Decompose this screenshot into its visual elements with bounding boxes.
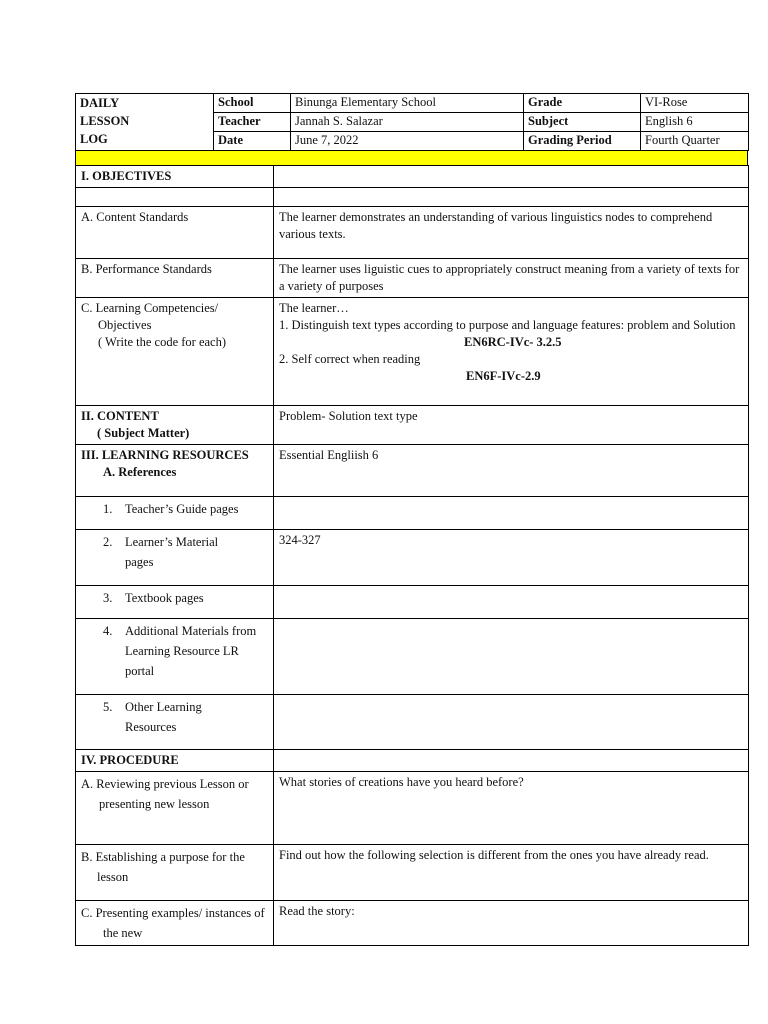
procedure-c-label [76, 901, 274, 946]
competencies-intro: The learner… [279, 301, 349, 315]
teacher-value: Jannah S. Salazar [291, 113, 524, 132]
learning-resources-heading-text: III. LEARNING RESOURCES [81, 448, 249, 462]
learning-competencies-label [76, 298, 274, 406]
resource-item-5-value [274, 695, 749, 750]
resource-item-5-label: Other Learning Resources [125, 700, 202, 734]
subject-value: English 6 [641, 113, 749, 132]
lesson-body-table [75, 165, 749, 946]
resource-item-3-num: 3. [103, 591, 113, 605]
procedure-a-value: What stories of creations have you heard before? [274, 772, 749, 845]
resource-item-3-label: Textbook pages [125, 591, 204, 605]
performance-standards-value: The learner uses liguistic cues to appropriately construct meaning from a variety of texts for a variety of purposes [274, 259, 749, 298]
log-title-line-3: LOG [80, 132, 108, 146]
resource-item-2 [76, 530, 274, 586]
competency-1: 1. Distinguish text types according to purpose and language features: problem and Solution [279, 318, 736, 332]
procedure-b-value: Find out how the following selection is different from the ones you have already read. [274, 845, 749, 901]
resource-item-3 [76, 586, 274, 619]
lesson-header-table [75, 93, 749, 151]
procedure-c-label-text: C. Presenting examples/ instances of the new [81, 906, 265, 940]
log-title-line-2: LESSON [80, 114, 130, 128]
competency-2: 2. Self correct when reading [279, 352, 421, 366]
procedure-a-label-text: A. Reviewing previous Lesson or presenting new lesson [81, 777, 249, 811]
resource-item-4-label: Additional Materials from Learning Resource LR portal [125, 624, 257, 678]
procedure-heading: IV. PROCEDURE [76, 750, 274, 772]
competencies-label-line-2: Objectives [98, 318, 152, 332]
objectives-heading: I. OBJECTIVES [76, 166, 274, 188]
log-title-line-1: DAILY [80, 96, 120, 110]
content-heading-text: II. CONTENT [81, 409, 159, 423]
highlight-bar [75, 150, 748, 166]
log-title [76, 94, 214, 151]
references-label: A. References [103, 465, 177, 479]
school-value: Binunga Elementary School [291, 94, 524, 113]
date-value: June 7, 2022 [291, 132, 524, 151]
resource-item-1 [76, 497, 274, 530]
blank-row-value [274, 188, 749, 207]
resource-item-1-label: Teacher’s Guide pages [125, 502, 239, 516]
content-value: Problem- Solution text type [274, 406, 749, 445]
performance-standards-label: B. Performance Standards [76, 259, 274, 298]
blank-row-label [76, 188, 274, 207]
grade-value: VI-Rose [641, 94, 749, 113]
content-subheading: ( Subject Matter) [97, 426, 190, 440]
resource-item-1-num: 1. [103, 502, 113, 516]
procedure-b-label-text: B. Establishing a purpose for the lesson [81, 850, 245, 884]
resource-item-2-num: 2. [103, 535, 113, 549]
content-standards-label: A. Content Standards [76, 207, 274, 259]
competencies-label-line-1: C. Learning Competencies/ [81, 301, 219, 315]
resource-item-4 [76, 619, 274, 695]
competency-code-2: EN6F-IVc-2.9 [466, 369, 541, 383]
objectives-heading-value [274, 166, 749, 188]
learning-competencies-value [274, 298, 749, 406]
resource-item-2-value: 324-327 [274, 530, 749, 586]
resource-item-5 [76, 695, 274, 750]
date-label: Date [214, 132, 291, 151]
procedure-b-label [76, 845, 274, 901]
resource-item-4-value [274, 619, 749, 695]
teacher-label: Teacher [214, 113, 291, 132]
resource-item-3-value [274, 586, 749, 619]
procedure-c-value: Read the story: [274, 901, 749, 946]
grade-label: Grade [524, 94, 641, 113]
references-value: Essential Engliish 6 [274, 445, 749, 497]
content-heading [76, 406, 274, 445]
resource-item-2-label: Learner’s Material pages [125, 535, 219, 569]
procedure-a-label [76, 772, 274, 845]
school-label: School [214, 94, 291, 113]
content-standards-value: The learner demonstrates an understanding of various linguistics nodes to comprehend various texts. [274, 207, 749, 259]
subject-label: Subject [524, 113, 641, 132]
grading-period-value: Fourth Quarter [641, 132, 749, 151]
resource-item-5-num: 5. [103, 700, 113, 714]
procedure-heading-value [274, 750, 749, 772]
competencies-label-line-3: ( Write the code for each) [98, 335, 227, 349]
learning-resources-heading [76, 445, 274, 497]
competency-code-1: EN6RC-IVc- 3.2.5 [464, 335, 562, 349]
resource-item-4-num: 4. [103, 624, 113, 638]
grading-period-label: Grading Period [524, 132, 641, 151]
resource-item-1-value [274, 497, 749, 530]
